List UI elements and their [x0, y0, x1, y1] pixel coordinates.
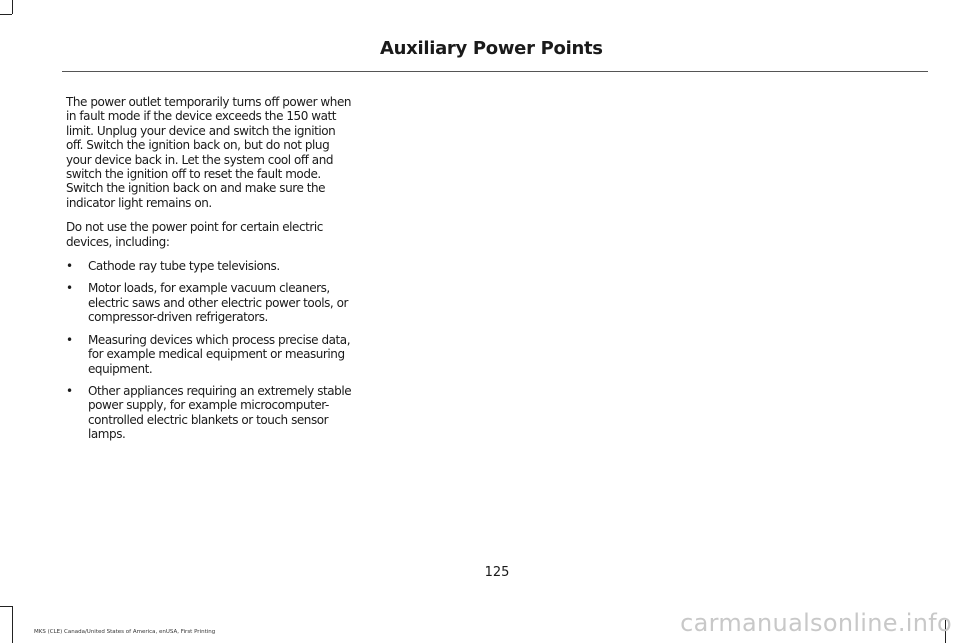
list-item-text: Other appliances requiring an extremely stable power supply, for example microcomputer-controlled electric blankets or touch sensor lamps.: [88, 383, 352, 442]
page-title: Auxiliary Power Points: [380, 38, 603, 59]
crop-mark-top-left-horizontal: [0, 14, 12, 15]
crop-mark-top-left-vertical: [12, 0, 13, 14]
devices-intro-paragraph: Do not use the power point for certain electric devices, including:: [66, 220, 323, 249]
bullet: •: [66, 383, 73, 398]
list-item-text: Motor loads, for example vacuum cleaners, electric saws and other electric power tools, or compressor-driven refrigerators.: [88, 281, 349, 325]
list-item: [66, 333, 352, 376]
header-rule: [62, 71, 928, 72]
list-item: [66, 259, 352, 273]
crop-mark-bottom-left-vertical: [12, 606, 13, 643]
footer-printing-info: MKS (CLE) Canada/United States of America, enUSA, First Printing: [34, 629, 216, 635]
watermark: carmanualsonline.info: [680, 609, 952, 637]
bullet: •: [66, 332, 73, 347]
content-column: [66, 95, 352, 450]
bullet: •: [66, 259, 73, 274]
list-item: [66, 281, 352, 324]
fault-mode-paragraph: The power outlet temporarily turns off power when in fault mode if the device exceeds the 150 watt limit. Unplug your device and switch the ignition off. Switch the ignition back on, but do not plug your device back in. Let the system cool off and switch the ignition off to reset the fault mode. Switch the ignition back on and make sure the indicator light remains on.: [66, 95, 352, 210]
list-item-text: Cathode ray tube type televisions.: [88, 259, 280, 274]
list-item: [66, 384, 352, 442]
page-number: 125: [484, 565, 510, 580]
crop-mark-bottom-left-horizontal: [0, 606, 12, 607]
bullet: •: [66, 281, 73, 296]
list-item-text: Measuring devices which process precise data, for example medical equipment or measuring equipment.: [88, 332, 351, 376]
device-list: [66, 259, 352, 441]
